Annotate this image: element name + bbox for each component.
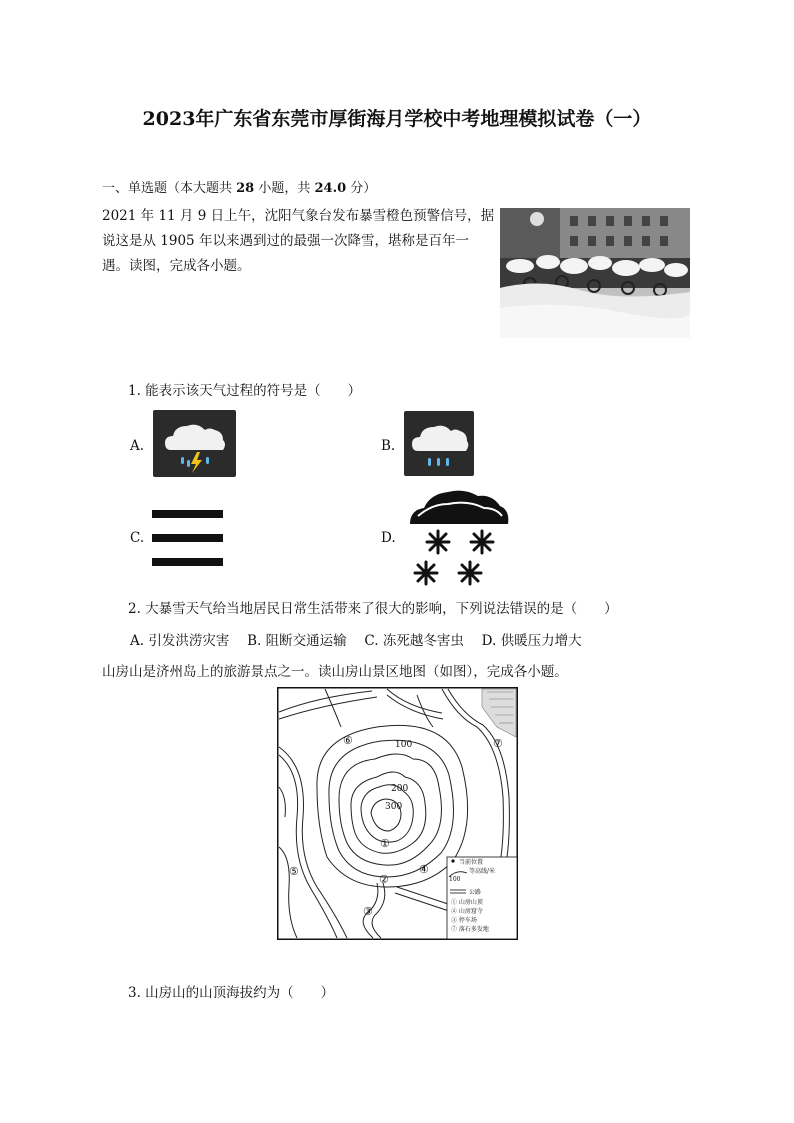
option-c-label: C. [130, 530, 145, 546]
contour-label-200: 200 [391, 784, 409, 794]
section-prefix: 一、单选题（本大题共 [102, 181, 237, 196]
snow-photo [500, 208, 690, 338]
legend-current-position: 当前位置 [459, 859, 484, 866]
sanbangsan-map [277, 687, 518, 940]
marker-6: ⑥ [343, 734, 353, 747]
question-1-stem: 1. 能表示该天气过程的符号是（ ） [128, 383, 362, 399]
page-title: 2023年广东省东莞市厚街海月学校中考地理模拟试卷（一） [142, 108, 652, 130]
option-b-label: B. [381, 438, 396, 454]
option-d-label: D. [381, 530, 396, 546]
legend-rockfall: ⑦ 落石多发地 [451, 926, 489, 933]
marker-7: ⑦ [493, 737, 503, 750]
snowflakes [415, 531, 493, 584]
section-heading [102, 177, 376, 196]
legend-temple: ② 山房窟寺 [451, 908, 483, 915]
legend-summit: ① 山房山顶 [451, 899, 483, 906]
marker-1: ① [380, 837, 390, 850]
question-2-stem: 2. 大暴雪天气给当地居民日常生活带来了很大的影响，下列说法错误的是（ ） [128, 601, 618, 617]
intro-paragraph-1 [102, 204, 497, 279]
rain-icon[interactable] [404, 411, 474, 476]
marker-4: ④ [419, 863, 429, 876]
intro-line-1: 2021 年 11 月 9 日上午，沈阳气象台发布暴雪橙色预警信号，据 [102, 208, 495, 224]
question-3-stem: 3. 山房山的山顶海拔约为（ ） [128, 985, 335, 1001]
question-2-options: A. 引发洪涝灾害 B. 阻断交通运输 C. 冻死越冬害虫 D. 供暖压力增大 [130, 633, 582, 649]
question-count: 28 [236, 181, 255, 196]
contour-label-300: 300 [385, 802, 403, 812]
marker-3: ③ [363, 905, 373, 918]
legend-road: 公路 [469, 889, 482, 896]
fog-icon[interactable] [152, 510, 224, 568]
intro-paragraph-2: 山房山是济州岛上的旅游景点之一。读山房山景区地图（如图），完成各小题。 [102, 664, 568, 680]
legend-parking: ③ 停车场 [451, 917, 477, 924]
legend-contour: 等高线/米 [469, 868, 496, 875]
thunder-rain-icon[interactable] [153, 410, 236, 477]
section-middle: 小题，共 [254, 181, 315, 196]
marker-2: ② [379, 873, 389, 886]
intro-line-3: 遇。读图，完成各小题。 [102, 258, 251, 274]
total-score: 24.0 [314, 181, 347, 196]
snow-icon[interactable] [408, 486, 512, 588]
section-suffix: 分） [346, 181, 377, 196]
marker-5: ⑤ [289, 865, 299, 878]
intro-line-2: 说这是从 1905 年以来遇到过的最强一次降雪，堪称是百年一 [102, 233, 469, 249]
option-a-label: A. [130, 438, 145, 454]
map-legend [447, 857, 517, 939]
contour-label-100: 100 [395, 740, 413, 750]
legend-contour-value: 100 [449, 876, 461, 883]
